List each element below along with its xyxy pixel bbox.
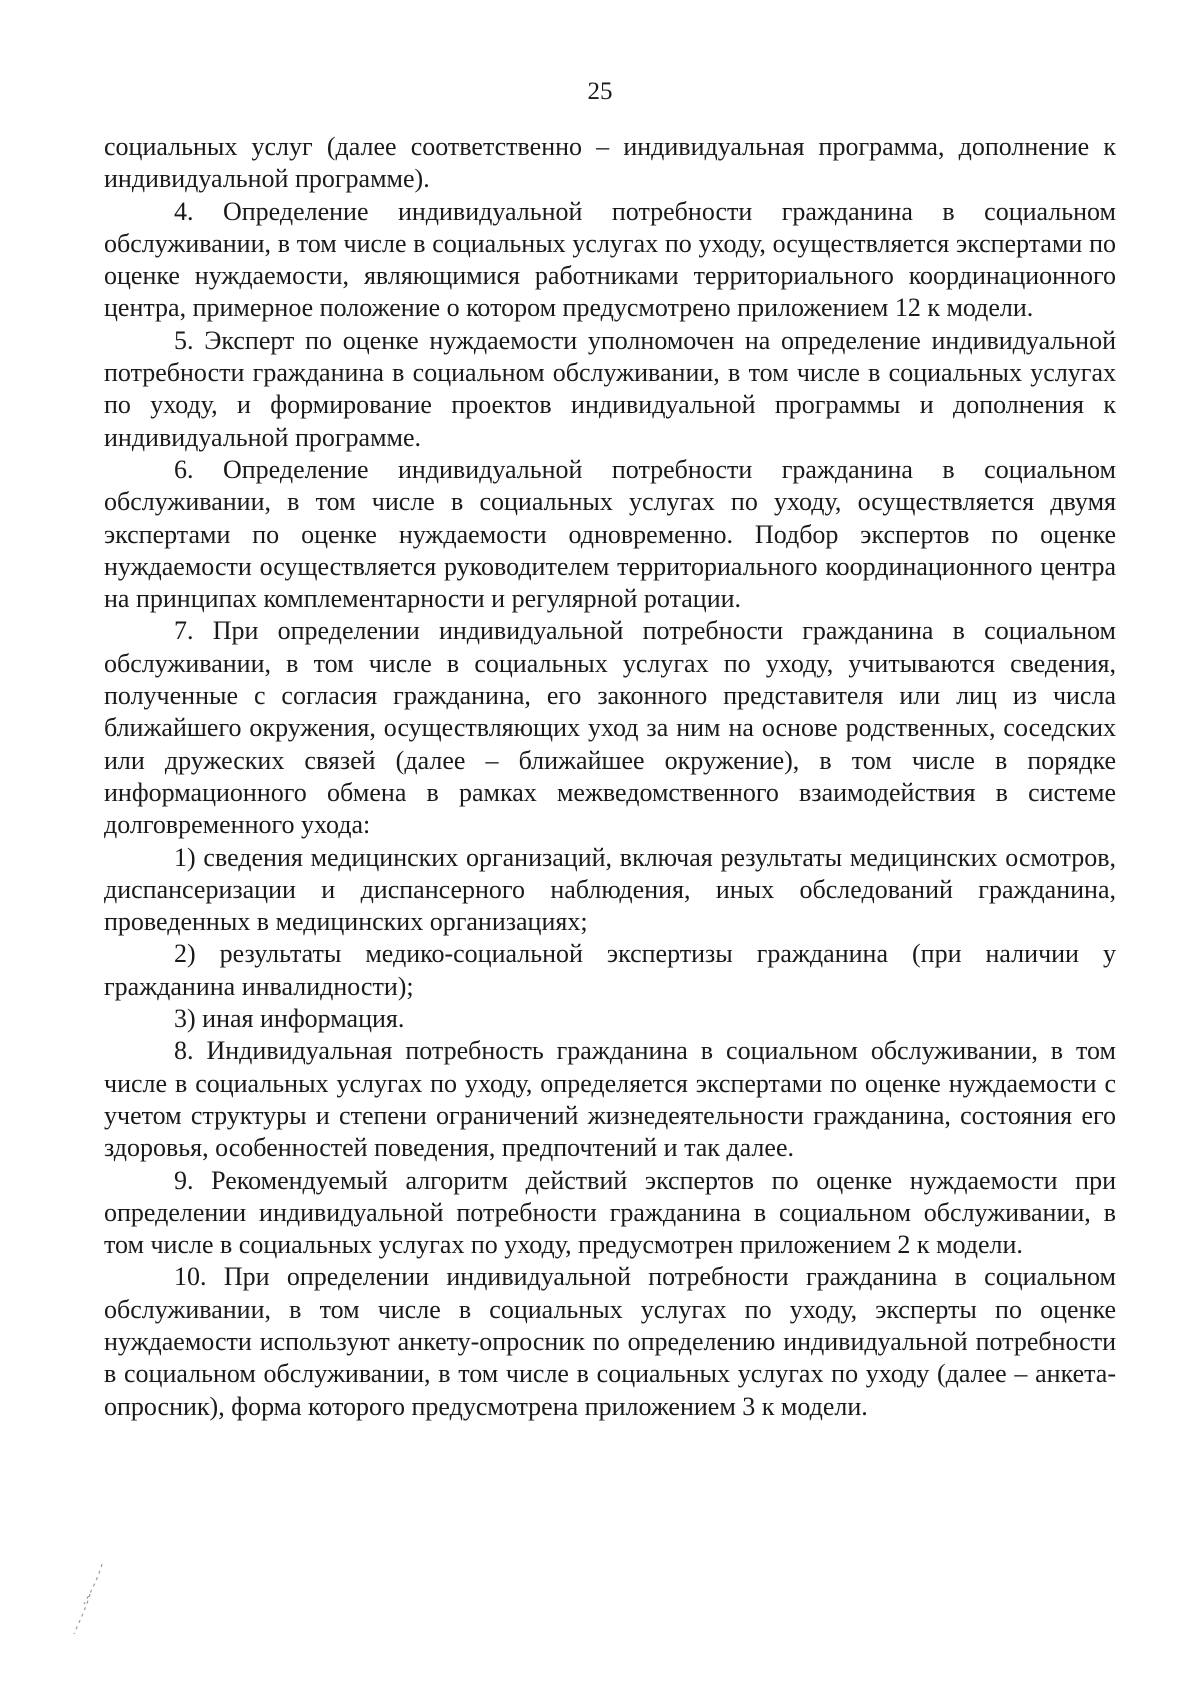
paragraph-item-10: 10. При определении индивидуальной потребности гражданина в социальном обслуживании, в том числе в социальных услугах по уходу, эксперты по оценке нуждаемости используют анкету-опросник по определению индивидуальной потребности в социальном обслуживании, в том числе в социальных услугах по уходу (далее – анкета-опросник), форма которого предусмотрена приложением 3 к модели. — [104, 1262, 1116, 1421]
paragraph-item-5: 5. Эксперт по оценке нуждаемости уполномочен на определение индивидуальной потребности гражданина в социальном обслуживании, в том числе в социальных услугах по уходу, и формирование проектов индивидуальной программы и дополнения к индивидуальной программе. — [104, 325, 1116, 452]
paragraph-item-9: 9. Рекомендуемый алгоритм действий экспертов по оценке нуждаемости при определении индивидуальной потребности гражданина в социальном обслуживании, в том числе в социальных услугах по уходу, предусмотрен приложением 2 к модели. — [104, 1165, 1116, 1260]
subitem-1: 1) сведения медицинских организаций, включая результаты медицинских осмотров, диспансеризации и диспансерного наблюдения, иных обследований гражданина, проведенных в медицинских организациях; — [104, 842, 1116, 937]
page-number: 25 — [587, 78, 613, 105]
paragraph-continued: социальных услуг (далее соответственно – индивидуальная программа, дополнение к индивидуальной программе). — [104, 132, 1116, 194]
paragraph-item-4: 4. Определение индивидуальной потребности гражданина в социальном обслуживании, в том числе в социальных услугах по уходу, осуществляется экспертами по оценке нуждаемости, являющимися работниками территориального координационного центра, примерное положение о котором предусмотрено приложением 12 к модели. — [104, 196, 1116, 323]
document-body — [104, 131, 1116, 1423]
subitem-3: 3) иная информация. — [174, 1004, 405, 1034]
paragraph-item-6: 6. Определение индивидуальной потребности гражданина в социальном обслуживании, в том числе в социальных услугах по уходу, осуществляется двумя экспертами по оценке нуждаемости одновременно. Подбор экспертов по оценке нуждаемости осуществляется руководителем территориального координационного центра на принципах комплементарности и регулярной ротации. — [104, 454, 1116, 614]
subitem-2: 2) результаты медико-социальной экспертизы гражданина (при наличии у гражданина инвалидности); — [104, 939, 1116, 1001]
paragraph-item-7: 7. При определении индивидуальной потребности гражданина в социальном обслуживании, в том числе в социальных услугах по уходу, учитываются сведения, полученные с согласия гражданина, его законного представителя или лиц из числа ближайшего окружения, осуществляющих уход за ним на основе родственных, соседских или дружеских связей (далее – ближайшее окружение), в том числе в порядке информационного обмена в рамках межведомственного взаимодействия в системе долговременного ухода: — [104, 616, 1116, 840]
scan-artifact-mark — [62, 1560, 122, 1640]
paragraph-item-8: 8. Индивидуальная потребность гражданина в социальном обслуживании, в том числе в социальных услугах по уходу, определяется экспертами по оценке нуждаемости с учетом структуры и степени ограничений жизнедеятельности гражданина, состояния его здоровья, особенностей поведения, предпочтений и так далее. — [104, 1036, 1116, 1163]
